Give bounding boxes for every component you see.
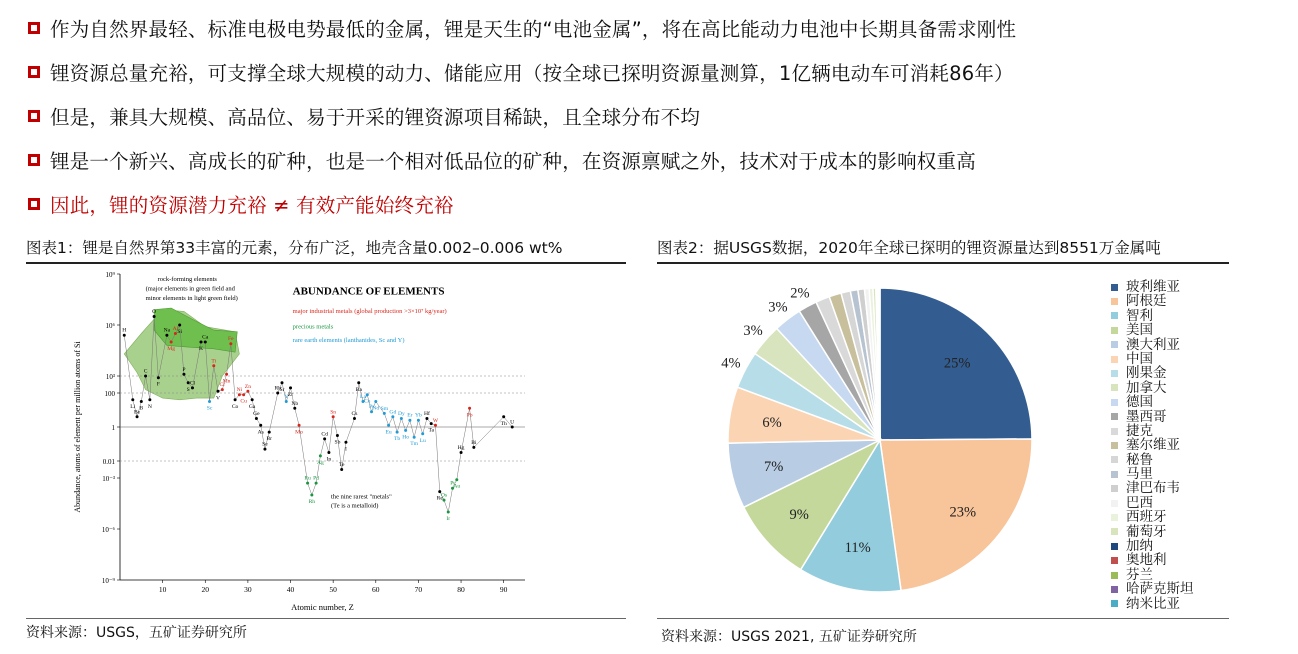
legend-swatch (1111, 485, 1118, 492)
legend-swatch (1111, 341, 1118, 348)
pie-legend (1111, 280, 1194, 611)
element-label: V (216, 395, 221, 402)
element-point-th (502, 415, 505, 418)
figure1-title: 图表1：锂是自然界第33丰富的元素，分布广泛，地壳含量0.002–0.006 wt% (26, 236, 626, 264)
legend-item (1111, 395, 1194, 409)
element-point-cl (191, 386, 194, 389)
element-point-ga (251, 398, 254, 401)
element-point-be (136, 415, 139, 418)
element-label: F (156, 381, 160, 388)
legend-swatch (1111, 399, 1118, 406)
element-label: Mn (222, 378, 231, 385)
legend-label: 纳米比亚 (1126, 595, 1180, 612)
element-label: Sm (380, 405, 389, 412)
legend-swatch (1111, 284, 1118, 291)
element-label: Ho (402, 434, 410, 441)
legend-label: 津巴布韦 (1126, 480, 1180, 497)
element-label: K (198, 346, 204, 352)
element-label: Au (453, 483, 461, 490)
element-point-fe (229, 342, 232, 345)
element-point-n (148, 398, 151, 401)
bullet-text: 锂资源总量充裕，可支撑全球大规模的动力、储能应用（按全球已探明资源量测算，1亿辆电动车可消耗86年） (50, 62, 1014, 85)
element-point-co (234, 398, 237, 401)
element-point-ti (212, 364, 215, 367)
legend-item (1111, 438, 1194, 452)
y-tick-label: 1 (111, 424, 115, 432)
legend-label: 刚果金 (1126, 365, 1167, 382)
element-point-cs (353, 417, 356, 420)
figure1 (26, 236, 626, 264)
element-label: U (510, 419, 515, 426)
element-label: Fe (228, 336, 234, 343)
bullet-text: 锂是一个新兴、高成长的矿种，也是一个相对低品位的矿种，在资源禀赋之外，技术对于成本的影响权重高 (50, 150, 976, 173)
rock-forming-note: rock-forming elements (157, 275, 217, 283)
element-label: Ce (364, 398, 371, 405)
element-point-nd (374, 400, 377, 403)
industrial-metals-note: major industrial metals (global production >3×10⁷ kg/year) (292, 308, 447, 316)
element-label: Ga (248, 403, 256, 410)
element-point-br (268, 431, 271, 434)
element-point-b (140, 400, 143, 403)
element-label: B (139, 405, 144, 412)
legend-label: 捷克 (1126, 422, 1153, 439)
legend-swatch (1111, 312, 1118, 319)
element-point-ru (306, 482, 309, 485)
element-point-f (157, 376, 160, 379)
legend-label: 芬兰 (1126, 566, 1153, 583)
element-label: Ge (253, 411, 260, 417)
element-label: As (257, 429, 264, 436)
legend-label: 加拿大 (1126, 379, 1167, 396)
element-label: Be (133, 409, 141, 416)
element-label: Os (440, 492, 448, 499)
legend-swatch (1111, 356, 1118, 363)
element-point-y (285, 400, 288, 403)
figure2-source: 资料来源：USGS 2021, 五矿证券研究所 (661, 629, 917, 645)
bullet-text: 作为自然界最轻、标准电极电势最低的金属，锂是天生的“电池金属”，将在高比能动力电池中长期具备需求刚性 (50, 18, 1017, 41)
element-label: Pd (313, 475, 320, 482)
element-point-er (408, 419, 411, 422)
element-label: La (360, 394, 366, 400)
rock-forming-note: minor elements in light green field) (145, 294, 238, 302)
legend-swatch (1111, 557, 1118, 564)
y-axis-label: Abundance, atoms of element per million atoms of Si (73, 341, 82, 513)
legend-label: 阿根廷 (1126, 293, 1167, 310)
element-point-li (131, 398, 134, 401)
pie-slice-label: 3% (768, 299, 788, 316)
element-point-yb (417, 419, 420, 422)
element-point-sb (336, 434, 339, 437)
bullet-square-icon (28, 154, 40, 166)
legend-label: 塞尔维亚 (1126, 437, 1180, 454)
legend-label: 中国 (1126, 350, 1153, 367)
element-point-cu (242, 393, 245, 396)
element-label: Ti (211, 358, 217, 365)
element-point-mo (298, 424, 301, 427)
bullet-item (28, 94, 1288, 138)
element-label: Lu (419, 437, 426, 444)
element-point-sr (281, 381, 284, 384)
legend-swatch (1111, 572, 1118, 579)
element-label: H (122, 327, 127, 334)
legend-item (1111, 366, 1194, 380)
element-label: I (345, 446, 347, 453)
element-point-zr (289, 386, 292, 389)
element-point-v (217, 390, 220, 393)
element-point-o (153, 315, 156, 318)
element-point-eu (387, 424, 390, 427)
legend-swatch (1111, 428, 1118, 435)
element-point-lu (421, 432, 424, 435)
element-label: Ba (355, 386, 362, 393)
element-point-c (144, 375, 147, 378)
legend-item (1111, 453, 1194, 467)
element-point-ir (447, 511, 450, 514)
legend-label: 智利 (1126, 307, 1153, 324)
figure2 (657, 236, 1229, 264)
legend-swatch (1111, 600, 1118, 607)
figure1-source-rule (26, 618, 626, 619)
element-point-sn (332, 415, 335, 418)
element-label: Th (500, 420, 507, 427)
element-point-cr (221, 388, 224, 391)
element-label: P (182, 366, 186, 373)
legend-label: 哈萨克斯坦 (1126, 581, 1194, 598)
element-point-pb (468, 407, 471, 410)
bullet-square-icon (28, 66, 40, 78)
legend-swatch (1111, 442, 1118, 449)
element-label: Si (177, 329, 183, 335)
figure2-title: 图表2：据USGS数据，2020年全球已探明的锂资源量达到8551万金属吨 (657, 236, 1229, 264)
legend-item (1111, 553, 1194, 567)
legend-label: 德国 (1126, 394, 1153, 411)
bullet-square-icon (28, 110, 40, 122)
legend-swatch (1111, 456, 1118, 463)
legend-item (1111, 410, 1194, 424)
element-point-na (165, 334, 168, 337)
x-axis-label: Atomic number, Z (291, 602, 354, 612)
x-tick-label: 80 (457, 585, 465, 594)
pie-slice-label: 3% (743, 322, 763, 339)
element-label: Pr (369, 404, 375, 411)
abundance-chart (70, 268, 540, 616)
element-point-tb (396, 431, 399, 434)
element-label: Sr (279, 386, 285, 393)
rock-forming-note: (major elements in green field and (145, 285, 235, 293)
element-point-zn (246, 390, 249, 393)
legend-item (1111, 309, 1194, 323)
pie-slice-label: 2% (790, 285, 810, 302)
element-point-sm (383, 412, 386, 415)
element-point-os (443, 499, 446, 502)
element-point-in (327, 451, 330, 454)
y-tick-label: 10⁹ (105, 271, 115, 279)
pie-slice-label: 6% (762, 414, 782, 431)
x-tick-label: 50 (329, 585, 337, 594)
element-label: Cd (321, 431, 328, 438)
element-label: Na (163, 327, 171, 334)
element-label: Br (266, 436, 273, 443)
legend-label: 奥地利 (1126, 552, 1167, 569)
element-label: Mg (167, 346, 176, 352)
element-label: Cu (240, 398, 247, 405)
element-point-cd (323, 437, 326, 440)
element-point-ge (255, 417, 258, 420)
legend-swatch (1111, 298, 1118, 305)
pie-slice-label: 4% (721, 355, 741, 372)
legend-label: 巴西 (1126, 494, 1153, 511)
legend-label: 墨西哥 (1126, 408, 1167, 425)
element-point-gd (391, 415, 394, 418)
element-label: Sc (206, 405, 213, 412)
legend-item (1111, 496, 1194, 510)
y-tick-label: 10⁻⁶ (101, 526, 115, 534)
bullet-item (28, 50, 1288, 94)
element-point-rh (310, 494, 313, 497)
y-tick-label: 10⁻³ (102, 475, 115, 483)
element-point-pd (315, 482, 318, 485)
element-point-sc (208, 400, 211, 403)
x-tick-label: 90 (499, 585, 508, 594)
x-tick-label: 60 (372, 585, 380, 594)
element-label: Ta (428, 427, 434, 434)
element-point-mn (225, 373, 228, 376)
element-point-au (455, 478, 458, 481)
element-label: Eu (385, 429, 392, 436)
lithium-resource-pie (720, 280, 1050, 610)
precious-metals-note: precious metals (292, 323, 334, 331)
legend-label: 澳大利亚 (1126, 336, 1180, 353)
element-label: Ni (236, 387, 243, 394)
chart-title: ABUNDANCE OF ELEMENTS (292, 285, 445, 298)
legend-label: 加纳 (1126, 538, 1153, 555)
element-point-ni (238, 393, 241, 396)
element-label: Zn (244, 383, 252, 390)
figure2-source-rule (657, 618, 1229, 619)
element-label: W (432, 417, 439, 424)
element-label: S (186, 386, 190, 393)
element-point-ho (404, 429, 407, 432)
element-point-w (434, 424, 437, 427)
element-label: Al (172, 326, 179, 332)
element-label: Mo (295, 429, 303, 436)
element-point-hf (425, 417, 428, 420)
element-point-ca (204, 341, 207, 344)
figure1-source: 资料来源：USGS，五矿证券研究所 (26, 625, 247, 641)
element-label: Er (407, 412, 413, 419)
legend-swatch (1111, 543, 1118, 550)
element-label: Li (130, 403, 136, 410)
element-label: Yb (414, 412, 422, 419)
element-label: Ca (202, 334, 209, 341)
rare-earth-note: rare earth elements (lanthanides, Sc and Y) (292, 337, 405, 344)
element-point-as (259, 424, 262, 427)
legend-item (1111, 381, 1194, 395)
x-tick-label: 10 (158, 585, 167, 594)
element-label: Rb (274, 385, 282, 392)
pie-slice-label: 9% (789, 506, 809, 523)
bullet-list (28, 6, 1288, 226)
element-label: Hf (423, 411, 430, 417)
element-label: Nb (291, 400, 299, 407)
pie-slice-label: 23% (949, 504, 977, 521)
bullet-item (28, 6, 1288, 50)
y-tick-label: 10³ (105, 373, 115, 381)
element-label: Re (436, 495, 443, 502)
element-point-te (340, 468, 343, 471)
element-point-ag (319, 454, 322, 457)
element-label: Cr (219, 382, 226, 389)
legend-swatch (1111, 528, 1118, 535)
bullet-square-icon (28, 22, 40, 34)
legend-item (1111, 525, 1194, 539)
y-tick-label: 10⁶ (105, 322, 115, 330)
legend-item (1111, 338, 1194, 352)
legend-swatch (1111, 471, 1118, 478)
legend-label: 西班牙 (1126, 509, 1167, 526)
element-label: Bi (471, 439, 477, 446)
element-point-dy (400, 417, 403, 420)
element-point-i (344, 441, 347, 444)
element-label: Rh (308, 499, 316, 505)
element-label: O (152, 309, 157, 315)
legend-swatch (1111, 370, 1118, 377)
x-tick-label: 30 (244, 585, 252, 594)
element-label: C (143, 368, 148, 375)
bullet-square-icon (28, 198, 40, 210)
element-label: Se (262, 441, 268, 448)
legend-label: 秘鲁 (1126, 451, 1153, 468)
legend-item (1111, 481, 1194, 495)
legend-item (1111, 323, 1194, 337)
element-point-se (263, 448, 266, 451)
element-label: Nd (372, 405, 380, 412)
legend-item (1111, 582, 1194, 596)
element-point-ce (366, 393, 369, 396)
element-label: Tb (393, 436, 401, 443)
legend-swatch (1111, 384, 1118, 391)
element-label: Te (338, 462, 345, 468)
y-tick-label: 10⁻⁹ (101, 577, 115, 585)
element-label: Cl (189, 380, 196, 387)
element-label: Gd (389, 409, 397, 416)
element-label: Pb (466, 412, 473, 419)
bullet-item (28, 138, 1288, 182)
y-tick-label: 0.01 (102, 458, 115, 466)
element-label: Y (284, 394, 289, 400)
element-point-h (123, 334, 126, 337)
element-label: N (147, 403, 152, 410)
element-point-k (200, 341, 203, 344)
element-point-hg (460, 451, 463, 454)
legend-label: 马里 (1126, 466, 1153, 483)
element-label: Ir (446, 516, 451, 522)
element-point-nb (293, 407, 296, 410)
legend-swatch (1111, 500, 1118, 507)
element-label: Tm (410, 441, 419, 448)
element-point-si (178, 324, 181, 327)
rarest-metals-note: (Te is a metalloid) (331, 502, 379, 510)
legend-item (1111, 294, 1194, 308)
legend-swatch (1111, 413, 1118, 420)
element-label: Co (231, 403, 239, 410)
element-label: Hg (457, 445, 465, 451)
bullet-item-conclusion (28, 182, 1288, 226)
element-label: Dy (397, 411, 405, 417)
x-tick-label: 20 (201, 585, 210, 594)
legend-label: 玻利维亚 (1126, 279, 1180, 295)
element-label: In (326, 456, 332, 463)
element-label: Zr (287, 391, 294, 398)
legend-item (1111, 424, 1194, 438)
bullet-text: 因此，锂的资源潜力充裕 ≠ 有效产能始终充裕 (50, 194, 454, 217)
pie-slice-label: 25% (943, 355, 971, 372)
legend-swatch (1111, 327, 1118, 334)
bullet-text: 但是，兼具大规模、高品位、易于开采的锂资源项目稀缺，且全球分布不均 (50, 106, 701, 129)
rarest-metals-note: the nine rarest "metals" (331, 493, 392, 501)
element-label: Sb (334, 439, 341, 446)
element-point-ba (357, 381, 360, 384)
element-point-p (182, 373, 185, 376)
element-label: Ru (304, 475, 311, 482)
element-point-u (511, 426, 514, 429)
element-point-mg (170, 341, 173, 344)
y-tick-label: 100 (104, 390, 115, 398)
x-tick-label: 70 (414, 585, 423, 594)
element-point-bi (472, 446, 475, 449)
pie-slice-label: 7% (764, 458, 784, 475)
legend-swatch (1111, 586, 1118, 593)
element-label: Sn (330, 409, 337, 416)
legend-label: 葡萄牙 (1126, 523, 1167, 540)
legend-label: 美国 (1126, 322, 1153, 339)
pie-slice-label: 11% (844, 540, 871, 557)
legend-item (1111, 597, 1194, 611)
legend-item (1111, 510, 1194, 524)
element-label: Pt (450, 480, 455, 487)
element-point-tm (413, 436, 416, 439)
element-label: Cs (351, 411, 358, 417)
element-label: Ag (316, 459, 324, 466)
legend-swatch (1111, 514, 1118, 521)
x-tick-label: 40 (286, 585, 295, 594)
